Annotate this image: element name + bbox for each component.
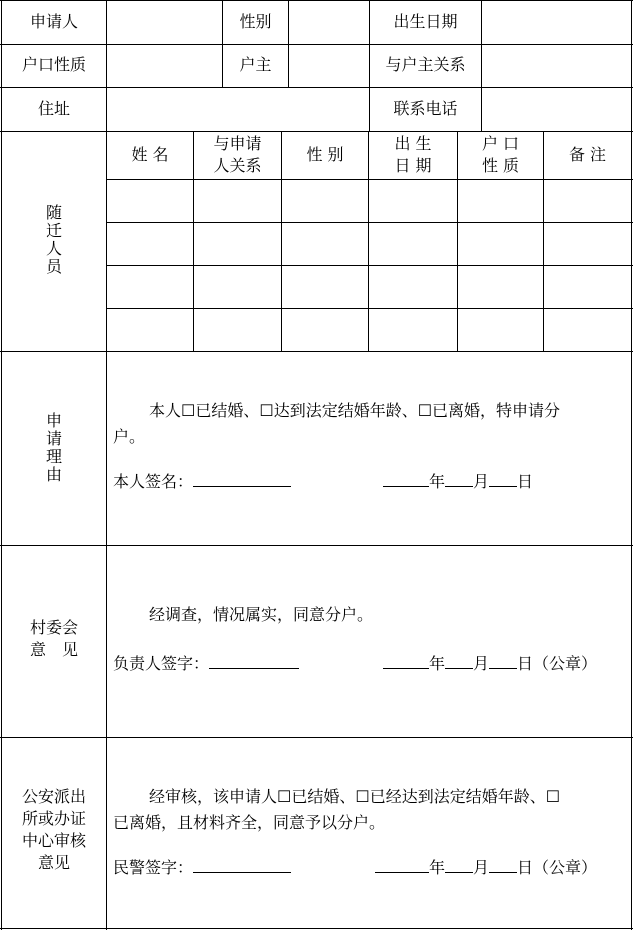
hukou-type-label: 户口性质 xyxy=(21,55,86,74)
column-hukou-line1: 户 口 xyxy=(481,134,520,153)
column-birth-line2: 日 期 xyxy=(394,156,432,175)
reason-year-line[interactable] xyxy=(383,470,429,487)
rule xyxy=(0,44,633,45)
address-label: 住址 xyxy=(37,99,70,118)
police-year-label: 年 xyxy=(429,858,446,877)
reason-month-line[interactable] xyxy=(445,470,473,487)
rule xyxy=(481,0,482,131)
village-date xyxy=(383,652,597,674)
column-relation-line1: 与申请 xyxy=(213,134,262,153)
rule xyxy=(106,222,633,223)
police-text-line2: 已离婚，且材料齐全，同意予以分户。 xyxy=(113,813,386,832)
village-label-line1: 村委会 xyxy=(29,618,78,637)
village-signature-line[interactable] xyxy=(209,652,299,669)
reason-text xyxy=(113,398,629,450)
reason-date xyxy=(383,470,533,492)
village-day-label: 日（公章） xyxy=(517,654,598,673)
reason-signature-line[interactable] xyxy=(193,470,291,487)
rule xyxy=(0,131,633,132)
police-day-label: 日（公章） xyxy=(517,858,598,877)
police-year-line[interactable] xyxy=(375,856,429,873)
rule xyxy=(0,545,633,546)
police-month-line[interactable] xyxy=(445,856,473,873)
village-text: 经调查，情况属实，同意分户。 xyxy=(149,605,374,624)
police-date xyxy=(375,856,597,878)
relation-to-head-label: 与户主关系 xyxy=(385,55,466,74)
column-hukou-line2: 性 质 xyxy=(481,156,520,175)
rule xyxy=(0,351,633,352)
column-name: 姓 名 xyxy=(131,145,169,164)
column-gender: 性 别 xyxy=(306,145,344,164)
village-day-line[interactable] xyxy=(489,652,517,669)
village-month-label: 月 xyxy=(473,654,490,673)
police-text-line1: 经审核，该申请人☐已结婚、☐已经达到法定结婚年龄、☐ xyxy=(149,787,561,806)
reason-day-label: 日 xyxy=(517,472,534,491)
phone-label: 联系电话 xyxy=(393,99,458,118)
reason-signature-row xyxy=(113,470,629,492)
household-head-label: 户主 xyxy=(239,55,272,74)
rule xyxy=(288,0,289,87)
village-label-line2: 意 见 xyxy=(29,640,78,659)
gender-label: 性别 xyxy=(239,12,272,31)
column-relation xyxy=(194,133,281,177)
reason-month-label: 月 xyxy=(473,472,490,491)
police-month-label: 月 xyxy=(473,858,490,877)
rule xyxy=(106,308,633,309)
birth-date-label: 出生日期 xyxy=(393,12,458,31)
applicant-label: 申请人 xyxy=(29,12,78,31)
police-day-line[interactable] xyxy=(489,856,517,873)
police-label-line3: 中心审核 xyxy=(21,831,86,850)
reason-text-line2: 户。 xyxy=(113,427,146,446)
column-hukou-type xyxy=(458,133,543,177)
police-label-line1: 公安派出 xyxy=(21,787,86,806)
police-text xyxy=(113,784,629,836)
column-relation-line2: 人关系 xyxy=(213,156,262,175)
column-birth-date xyxy=(369,133,457,177)
column-remark: 备 注 xyxy=(568,145,607,164)
police-label-line2: 所或办证 xyxy=(21,809,86,828)
border-top xyxy=(0,0,633,1)
rule xyxy=(106,0,107,930)
border-bottom xyxy=(0,928,633,929)
village-month-line[interactable] xyxy=(445,652,473,669)
companions-section-label: 随迁人员 xyxy=(45,203,62,276)
rule xyxy=(106,179,633,180)
village-year-label: 年 xyxy=(429,654,446,673)
reason-day-line[interactable] xyxy=(489,470,517,487)
reason-signature-label: 本人签名： xyxy=(113,472,194,491)
border-right xyxy=(631,0,632,930)
rule xyxy=(106,265,633,266)
reason-year-label: 年 xyxy=(429,472,446,491)
rule xyxy=(0,737,633,738)
police-label-line4: 意见 xyxy=(37,853,70,872)
reason-text-line1: 本人☐已结婚、☐达到法定结婚年龄、☐已离婚，特申请分 xyxy=(149,401,561,420)
reason-section-label: 申请理由 xyxy=(45,411,62,484)
police-signature-label: 民警签字： xyxy=(113,858,194,877)
police-section-label xyxy=(2,786,106,874)
police-signature-row xyxy=(113,856,629,878)
village-signature-row xyxy=(113,652,629,674)
police-signature-line[interactable] xyxy=(193,856,291,873)
village-section-label xyxy=(2,617,106,661)
village-signature-label: 负责人签字： xyxy=(113,654,210,673)
village-year-line[interactable] xyxy=(383,652,429,669)
column-birth-line1: 出 生 xyxy=(394,134,432,153)
rule xyxy=(0,87,633,88)
